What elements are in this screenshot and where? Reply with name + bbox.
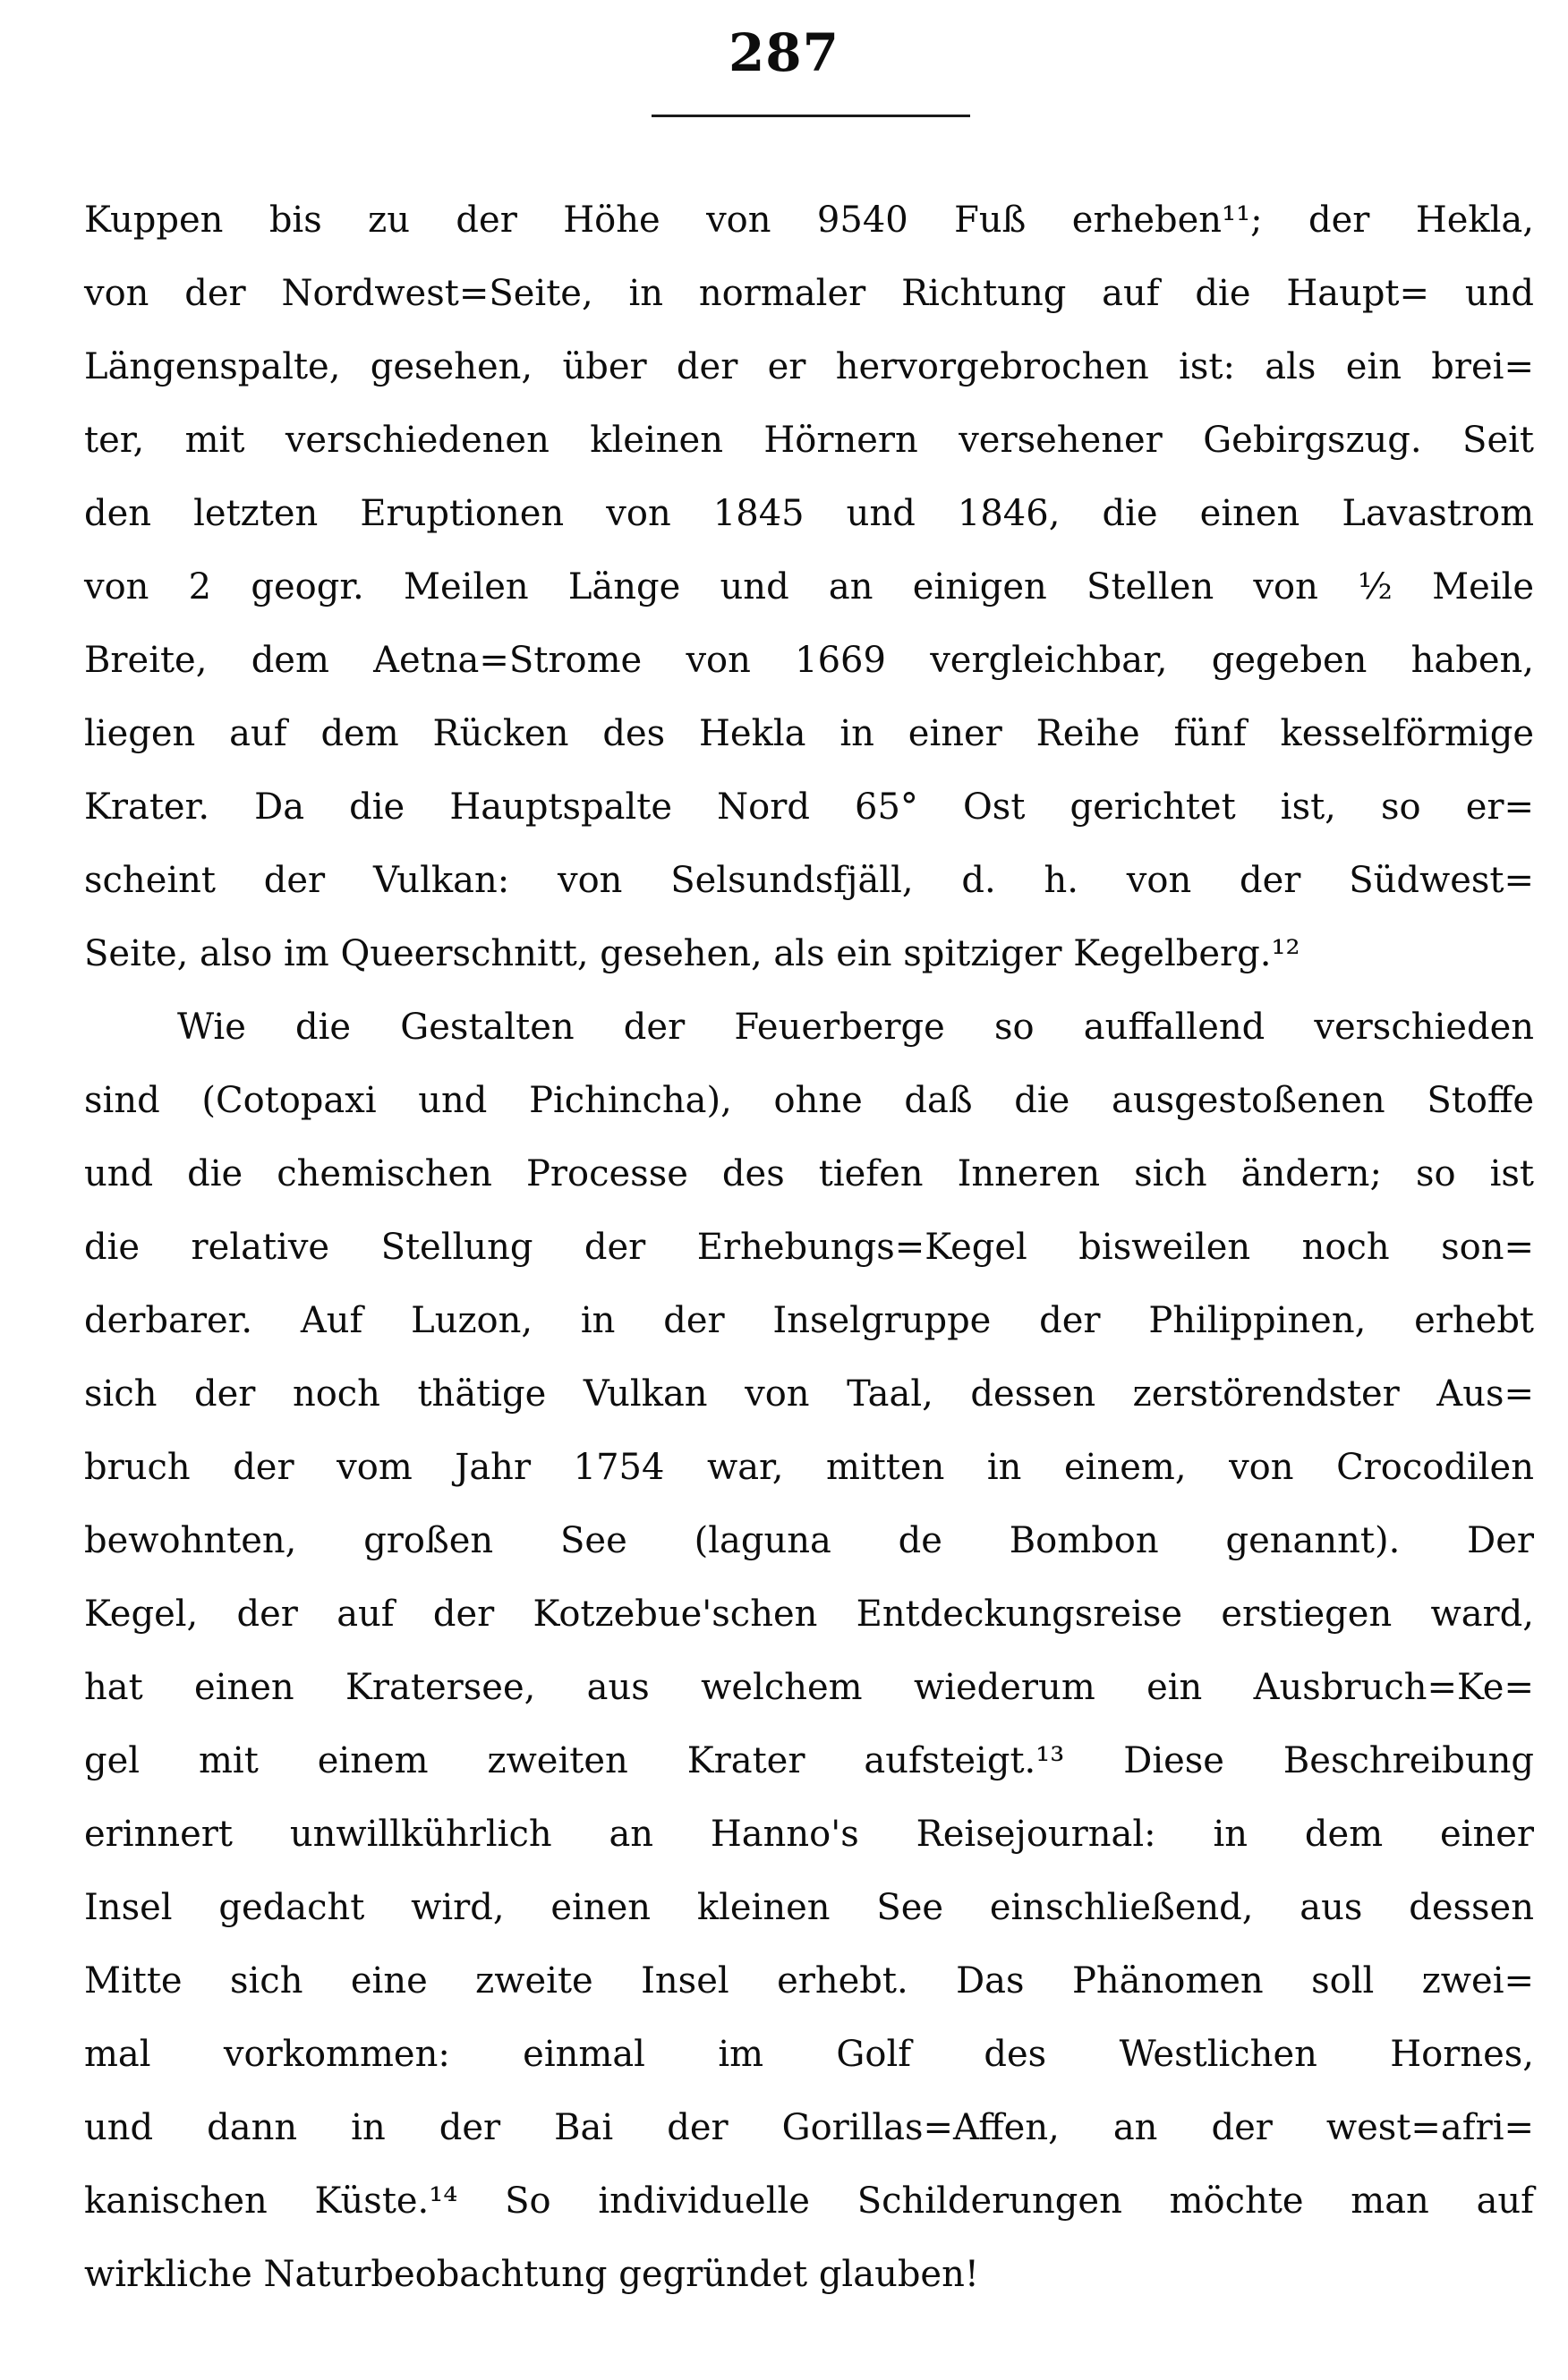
page-number: 287 <box>728 22 840 83</box>
text-line: bruch der vom Jahr 1754 war, mitten in einem, von Crocodilen <box>84 1447 1534 1488</box>
text-line: gel mit einem zweiten Krater aufsteigt.¹³ Diese Beschreibung <box>84 1740 1534 1781</box>
text-line: liegen auf dem Rücken des Hekla in einer Reihe fünf kesselförmige <box>84 713 1534 754</box>
text-line: und dann in der Bai der Gorillas=Affen, an der west=afri= <box>84 2107 1534 2148</box>
text-line: Mitte sich eine zweite Insel erhebt. Das Phänomen soll zwei= <box>84 1960 1534 2002</box>
text-line: von 2 geogr. Meilen Länge und an einigen Stellen von ½ Meile <box>84 566 1534 608</box>
text-line: mal vorkommen: einmal im Golf des Westlichen Hornes, <box>84 2034 1534 2075</box>
text-line: Insel gedacht wird, einen kleinen See einschließend, aus dessen <box>84 1887 1534 1928</box>
text-line: sich der noch thätige Vulkan von Taal, dessen zerstörendster Aus= <box>84 1373 1534 1415</box>
text-line: Kuppen bis zu der Höhe von 9540 Fuß erheben¹¹; der Hekla, <box>84 200 1534 241</box>
text-line: Längenspalte, gesehen, über der er hervorgebrochen ist: als ein brei= <box>84 346 1534 387</box>
text-line: scheint der Vulkan: von Selsundsfjäll, d. h. von der Südwest= <box>84 860 1534 901</box>
text-line: wirkliche Naturbeobachtung gegründet glauben! <box>84 2254 979 2295</box>
text-line: ter, mit verschiedenen kleinen Hörnern versehener Gebirgszug. Seit <box>84 420 1534 461</box>
text-line: hat einen Kratersee, aus welchem wiederum ein Ausbruch=Ke= <box>84 1667 1534 1708</box>
text-line: Breite, dem Aetna=Strome von 1669 vergleichbar, gegeben haben, <box>84 640 1534 681</box>
text-line: Kegel, der auf der Kotzebue'schen Entdeckungsreise erstiegen ward, <box>84 1594 1534 1635</box>
text-line: bewohnten, großen See (laguna de Bombon genannt). Der <box>84 1520 1534 1561</box>
text-line: erinnert unwillkührlich an Hanno's Reisejournal: in dem einer <box>84 1814 1534 1855</box>
text-line: derbarer. Auf Luzon, in der Inselgruppe der Philippinen, erhebt <box>84 1300 1534 1341</box>
text-line: kanischen Küste.¹⁴ So individuelle Schilderungen möchte man auf <box>84 2180 1534 2222</box>
text-line: von der Nordwest=Seite, in normaler Richtung auf die Haupt= und <box>84 273 1534 314</box>
text-line: sind (Cotopaxi und Pichincha), ohne daß die ausgestoßenen Stoffe <box>84 1080 1534 1121</box>
paragraph-first-line: Wie die Gestalten der Feuerberge so auffallend verschieden <box>177 1007 1534 1048</box>
text-line: die relative Stellung der Erhebungs=Kegel bisweilen noch son= <box>84 1227 1534 1268</box>
text-line: Seite, also im Queerschnitt, gesehen, als ein spitziger Kegelberg.¹² <box>84 933 1300 974</box>
header-rule <box>652 115 970 117</box>
text-line: den letzten Eruptionen von 1845 und 1846, die einen Lavastrom <box>84 493 1534 534</box>
text-line: Krater. Da die Hauptspalte Nord 65° Ost gerichtet ist, so er= <box>84 786 1534 828</box>
text-line: und die chemischen Processe des tiefen Inneren sich ändern; so ist <box>84 1153 1534 1194</box>
